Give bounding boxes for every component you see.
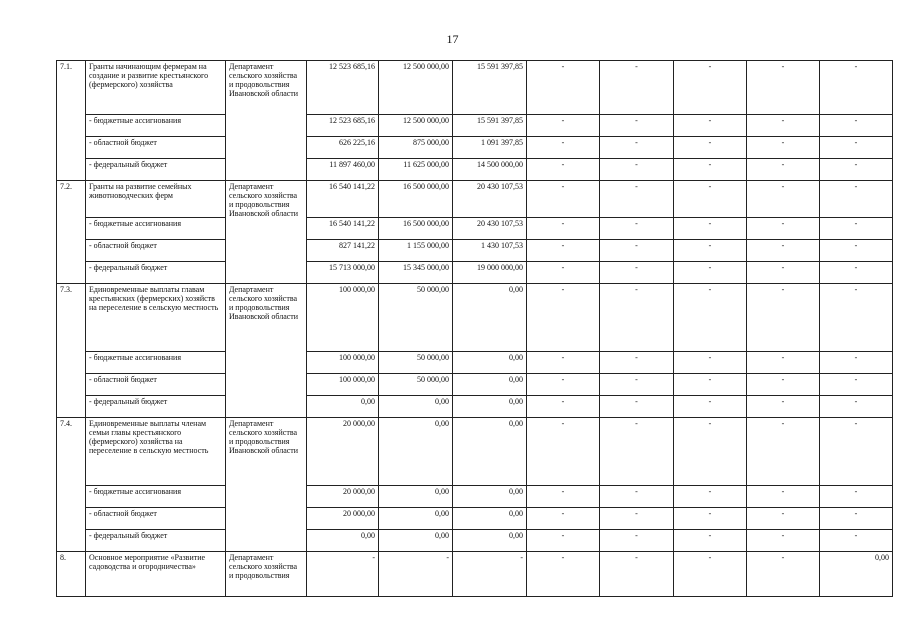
value-cell: 0,00 bbox=[453, 530, 527, 552]
value-cell: - bbox=[820, 352, 893, 374]
value-cell: 0,00 bbox=[453, 508, 527, 530]
value-cell: - bbox=[674, 61, 747, 115]
value-cell: 20 430 107,53 bbox=[453, 218, 527, 240]
value-cell: - bbox=[527, 115, 600, 137]
value-cell: - bbox=[820, 181, 893, 218]
value-cell: - bbox=[747, 137, 820, 159]
value-cell: - bbox=[747, 61, 820, 115]
value-cell: 0,00 bbox=[379, 396, 453, 418]
value-cell: 1 091 397,85 bbox=[453, 137, 527, 159]
value-cell: - bbox=[600, 418, 674, 486]
value-cell: 626 225,16 bbox=[307, 137, 379, 159]
budget-subrow-label: - федеральный бюджет bbox=[86, 530, 226, 552]
value-cell: - bbox=[674, 508, 747, 530]
section-code: 7.1. bbox=[57, 61, 86, 181]
value-cell: - bbox=[674, 418, 747, 486]
value-cell: 15 591 397,85 bbox=[453, 61, 527, 115]
section-title: Единовременные выплаты главам крестьянских (фермерских) хозяйств на переселение в сельскую местность bbox=[86, 284, 226, 352]
value-cell: 20 000,00 bbox=[307, 486, 379, 508]
value-cell: 0,00 bbox=[453, 418, 527, 486]
value-cell: - bbox=[307, 552, 379, 597]
value-cell: 0,00 bbox=[453, 486, 527, 508]
section-executor: Департамент сельского хозяйства и продовольствия Ивановской области bbox=[226, 61, 307, 181]
value-cell: 50 000,00 bbox=[379, 352, 453, 374]
value-cell: - bbox=[820, 374, 893, 396]
value-cell: - bbox=[674, 486, 747, 508]
value-cell: - bbox=[674, 159, 747, 181]
section-executor: Департамент сельского хозяйства и продовольствия Ивановской области bbox=[226, 284, 307, 418]
value-cell: - bbox=[527, 262, 600, 284]
value-cell: - bbox=[747, 530, 820, 552]
value-cell: - bbox=[820, 262, 893, 284]
value-cell: - bbox=[600, 284, 674, 352]
section-title: Гранты на развитие семейных животноводческих ферм bbox=[86, 181, 226, 218]
value-cell: - bbox=[527, 181, 600, 218]
value-cell: - bbox=[674, 115, 747, 137]
section-row bbox=[57, 552, 893, 597]
section-title: Основное мероприятие «Развитие садоводства и огородничества» bbox=[86, 552, 226, 597]
value-cell: - bbox=[600, 61, 674, 115]
budget-subrow-label: - федеральный бюджет bbox=[86, 159, 226, 181]
value-cell: - bbox=[674, 396, 747, 418]
value-cell: 100 000,00 bbox=[307, 284, 379, 352]
section-executor: Департамент сельского хозяйства и продовольствия Ивановской области bbox=[226, 418, 307, 552]
value-cell: - bbox=[527, 508, 600, 530]
budget-subrow bbox=[57, 159, 893, 181]
section-title: Гранты начинающим фермерам на создание и развитие крестьянского (фермерского) хозяйства bbox=[86, 61, 226, 115]
value-cell: - bbox=[674, 262, 747, 284]
value-cell: 0,00 bbox=[453, 352, 527, 374]
budget-table-body bbox=[57, 61, 893, 597]
value-cell: - bbox=[820, 61, 893, 115]
value-cell: 100 000,00 bbox=[307, 374, 379, 396]
value-cell: 50 000,00 bbox=[379, 284, 453, 352]
value-cell: - bbox=[600, 396, 674, 418]
section-row bbox=[57, 181, 893, 218]
value-cell: 16 540 141,22 bbox=[307, 218, 379, 240]
section-title: Единовременные выплаты членам семьи главы крестьянского (фермерского) хозяйства на переселение в сельскую местность bbox=[86, 418, 226, 486]
value-cell: - bbox=[527, 486, 600, 508]
value-cell: - bbox=[747, 240, 820, 262]
value-cell: - bbox=[747, 396, 820, 418]
value-cell: 0,00 bbox=[379, 486, 453, 508]
value-cell: 20 430 107,53 bbox=[453, 181, 527, 218]
value-cell: - bbox=[674, 181, 747, 218]
value-cell: - bbox=[600, 240, 674, 262]
value-cell: - bbox=[527, 240, 600, 262]
value-cell: 0,00 bbox=[379, 508, 453, 530]
value-cell: - bbox=[674, 552, 747, 597]
value-cell: 50 000,00 bbox=[379, 374, 453, 396]
value-cell: 15 591 397,85 bbox=[453, 115, 527, 137]
value-cell: - bbox=[820, 159, 893, 181]
budget-subrow-label: - областной бюджет bbox=[86, 374, 226, 396]
value-cell: - bbox=[747, 181, 820, 218]
value-cell: 0,00 bbox=[453, 284, 527, 352]
value-cell: 12 523 685,16 bbox=[307, 115, 379, 137]
page-number: 17 bbox=[446, 32, 459, 46]
value-cell: 12 523 685,16 bbox=[307, 61, 379, 115]
value-cell: - bbox=[674, 352, 747, 374]
section-row bbox=[57, 61, 893, 115]
value-cell: - bbox=[747, 352, 820, 374]
value-cell: - bbox=[600, 486, 674, 508]
value-cell: - bbox=[820, 530, 893, 552]
value-cell: - bbox=[820, 115, 893, 137]
value-cell: 15 345 000,00 bbox=[379, 262, 453, 284]
value-cell: - bbox=[600, 374, 674, 396]
budget-subrow-label: - бюджетные ассигнования bbox=[86, 218, 226, 240]
value-cell: 16 540 141,22 bbox=[307, 181, 379, 218]
budget-subrow bbox=[57, 508, 893, 530]
value-cell: - bbox=[820, 508, 893, 530]
value-cell: - bbox=[747, 218, 820, 240]
value-cell: - bbox=[600, 352, 674, 374]
value-cell: - bbox=[747, 374, 820, 396]
value-cell: - bbox=[747, 262, 820, 284]
value-cell: 14 500 000,00 bbox=[453, 159, 527, 181]
section-executor: Департамент сельского хозяйства и продовольствия Ивановской области bbox=[226, 181, 307, 284]
value-cell: - bbox=[747, 486, 820, 508]
value-cell: - bbox=[527, 159, 600, 181]
value-cell: - bbox=[527, 374, 600, 396]
value-cell: 875 000,00 bbox=[379, 137, 453, 159]
value-cell: 16 500 000,00 bbox=[379, 181, 453, 218]
value-cell: - bbox=[527, 352, 600, 374]
budget-subrow-label: - бюджетные ассигнования bbox=[86, 486, 226, 508]
value-cell: - bbox=[527, 552, 600, 597]
value-cell: - bbox=[820, 137, 893, 159]
budget-subrow-label: - федеральный бюджет bbox=[86, 396, 226, 418]
value-cell: 15 713 000,00 bbox=[307, 262, 379, 284]
value-cell: 11 625 000,00 bbox=[379, 159, 453, 181]
budget-subrow bbox=[57, 262, 893, 284]
value-cell: 20 000,00 bbox=[307, 418, 379, 486]
value-cell: - bbox=[600, 262, 674, 284]
value-cell: - bbox=[527, 61, 600, 115]
budget-subrow-label: - бюджетные ассигнования bbox=[86, 352, 226, 374]
value-cell: - bbox=[674, 240, 747, 262]
value-cell: - bbox=[747, 284, 820, 352]
budget-subrow bbox=[57, 240, 893, 262]
value-cell: 0,00 bbox=[379, 530, 453, 552]
budget-subrow bbox=[57, 218, 893, 240]
budget-subrow bbox=[57, 137, 893, 159]
budget-subrow bbox=[57, 530, 893, 552]
value-cell: 12 500 000,00 bbox=[379, 61, 453, 115]
value-cell: - bbox=[600, 218, 674, 240]
value-cell: - bbox=[820, 240, 893, 262]
budget-subrow bbox=[57, 115, 893, 137]
value-cell: - bbox=[747, 552, 820, 597]
section-code: 7.4. bbox=[57, 418, 86, 552]
value-cell: - bbox=[747, 159, 820, 181]
budget-subrow bbox=[57, 396, 893, 418]
section-row bbox=[57, 284, 893, 352]
value-cell: - bbox=[674, 137, 747, 159]
value-cell: 19 000 000,00 bbox=[453, 262, 527, 284]
value-cell: 1 430 107,53 bbox=[453, 240, 527, 262]
value-cell: 16 500 000,00 bbox=[379, 218, 453, 240]
budget-subrow-label: - областной бюджет bbox=[86, 508, 226, 530]
value-cell: - bbox=[600, 159, 674, 181]
value-cell: 0,00 bbox=[307, 530, 379, 552]
value-cell: 100 000,00 bbox=[307, 352, 379, 374]
section-code: 7.2. bbox=[57, 181, 86, 284]
budget-subrow bbox=[57, 352, 893, 374]
budget-subrow-label: - областной бюджет bbox=[86, 240, 226, 262]
value-cell: - bbox=[527, 284, 600, 352]
value-cell: - bbox=[747, 508, 820, 530]
budget-subrow-label: - бюджетные ассигнования bbox=[86, 115, 226, 137]
section-code: 7.3. bbox=[57, 284, 86, 418]
budget-subrow bbox=[57, 486, 893, 508]
budget-table bbox=[56, 60, 893, 597]
value-cell: - bbox=[600, 552, 674, 597]
value-cell: - bbox=[600, 530, 674, 552]
budget-subrow-label: - областной бюджет bbox=[86, 137, 226, 159]
value-cell: 12 500 000,00 bbox=[379, 115, 453, 137]
value-cell: 827 141,22 bbox=[307, 240, 379, 262]
value-cell: 0,00 bbox=[453, 374, 527, 396]
section-row bbox=[57, 418, 893, 486]
value-cell: - bbox=[453, 552, 527, 597]
value-cell: 1 155 000,00 bbox=[379, 240, 453, 262]
value-cell: - bbox=[820, 218, 893, 240]
value-cell: - bbox=[674, 530, 747, 552]
value-cell: - bbox=[674, 284, 747, 352]
value-cell: - bbox=[747, 115, 820, 137]
value-cell: - bbox=[820, 486, 893, 508]
value-cell: - bbox=[820, 284, 893, 352]
value-cell: - bbox=[527, 530, 600, 552]
value-cell: - bbox=[527, 137, 600, 159]
value-cell: - bbox=[600, 115, 674, 137]
value-cell: - bbox=[820, 418, 893, 486]
budget-subrow bbox=[57, 374, 893, 396]
value-cell: 11 897 460,00 bbox=[307, 159, 379, 181]
value-cell: 0,00 bbox=[307, 396, 379, 418]
section-executor: Департамент сельского хозяйства и продовольствия bbox=[226, 552, 307, 597]
value-cell: - bbox=[527, 218, 600, 240]
value-cell: 20 000,00 bbox=[307, 508, 379, 530]
value-cell: - bbox=[600, 181, 674, 218]
value-cell: - bbox=[600, 508, 674, 530]
value-cell: - bbox=[527, 418, 600, 486]
value-cell: - bbox=[747, 418, 820, 486]
value-cell: - bbox=[600, 137, 674, 159]
value-cell: - bbox=[820, 396, 893, 418]
value-cell: 0,00 bbox=[453, 396, 527, 418]
value-cell: - bbox=[674, 374, 747, 396]
value-cell: 0,00 bbox=[820, 552, 893, 597]
value-cell: - bbox=[379, 552, 453, 597]
value-cell: - bbox=[674, 218, 747, 240]
value-cell: - bbox=[527, 396, 600, 418]
value-cell: 0,00 bbox=[379, 418, 453, 486]
budget-subrow-label: - федеральный бюджет bbox=[86, 262, 226, 284]
section-code: 8. bbox=[57, 552, 86, 597]
